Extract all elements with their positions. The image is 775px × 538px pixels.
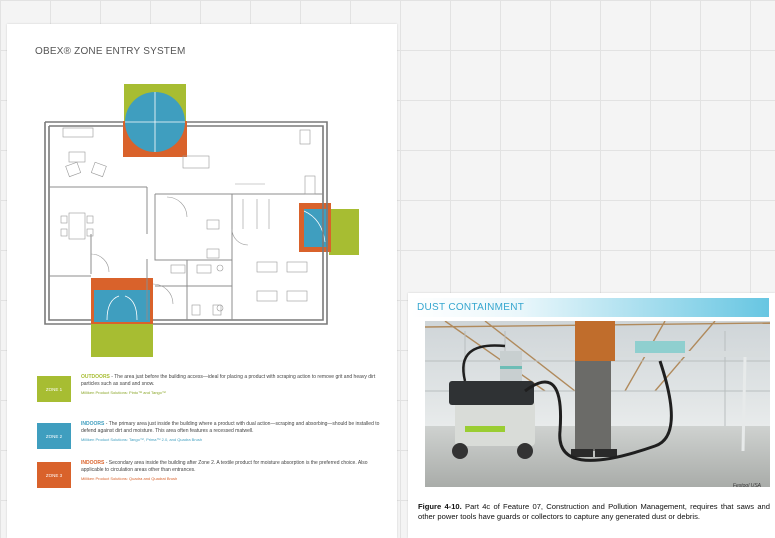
banner-title: DUST CONTAINMENT xyxy=(417,302,525,313)
figure-caption xyxy=(418,502,770,522)
zone1-swatch: ZONE 1 xyxy=(37,376,71,402)
zone2-label: INDOORS xyxy=(81,421,105,427)
zone2-right xyxy=(304,209,328,247)
legend-zone1 xyxy=(37,374,387,414)
zone3-solutions: Milliken Product Solutions: Quadra and Quadrat Brush xyxy=(81,476,178,481)
section-banner xyxy=(411,298,769,317)
zone3-text: - Secondary area inside the building after Zone 2. A textile product for moisture absorption is the preferred choice. Also applicable to circulation areas other than entrances. xyxy=(81,460,368,473)
legend-zone3 xyxy=(37,460,387,500)
floorplan-document[interactable] xyxy=(7,24,397,538)
photo-credit: Festool USA xyxy=(732,483,761,489)
zone1-bottom xyxy=(91,321,153,357)
zone3-description xyxy=(81,460,381,474)
zone1-label: OUTDOORS xyxy=(81,374,110,380)
dust-containment-document[interactable] xyxy=(408,293,775,538)
zone1-solutions: Milliken Product Solutions: Pinto™ and Tango™ xyxy=(81,390,166,395)
figure-label: Figure 4-10. xyxy=(418,502,462,511)
floor-plan-drawing xyxy=(7,24,397,364)
zone1-text: - The area just before the building access—ideal for placing a product with scraping action to remove grit and heavy dirt particles such as sand and snow. xyxy=(81,374,376,387)
zone2-solutions: Milliken Product Solutions: Tango™, Prima™ 2.0, and Quadra Brush xyxy=(81,437,203,442)
caption-text: Part 4c of Feature 07, Construction and Pollution Management, requires that saws and other power tools have guards or collectors to capture any generated dust or debris. xyxy=(418,502,770,521)
zone2-swatch: ZONE 2 xyxy=(37,423,71,449)
zone3-swatch: ZONE 3 xyxy=(37,462,71,488)
legend-zone2 xyxy=(37,421,387,461)
dust-collector-photo xyxy=(425,321,770,487)
zone1-description xyxy=(81,374,381,388)
zone2-bottom xyxy=(94,290,150,322)
zone2-text: - The primary area just inside the building where a product with dual action—scraping and absorbing—should be installed to defend against dirt and moisture. This area often features a recessed matwell. xyxy=(81,421,380,434)
zone2-description xyxy=(81,421,381,435)
document-title: OBEX® ZONE ENTRY SYSTEM xyxy=(35,46,186,57)
zone1-right xyxy=(329,209,359,255)
zone3-label: INDOORS xyxy=(81,460,105,466)
